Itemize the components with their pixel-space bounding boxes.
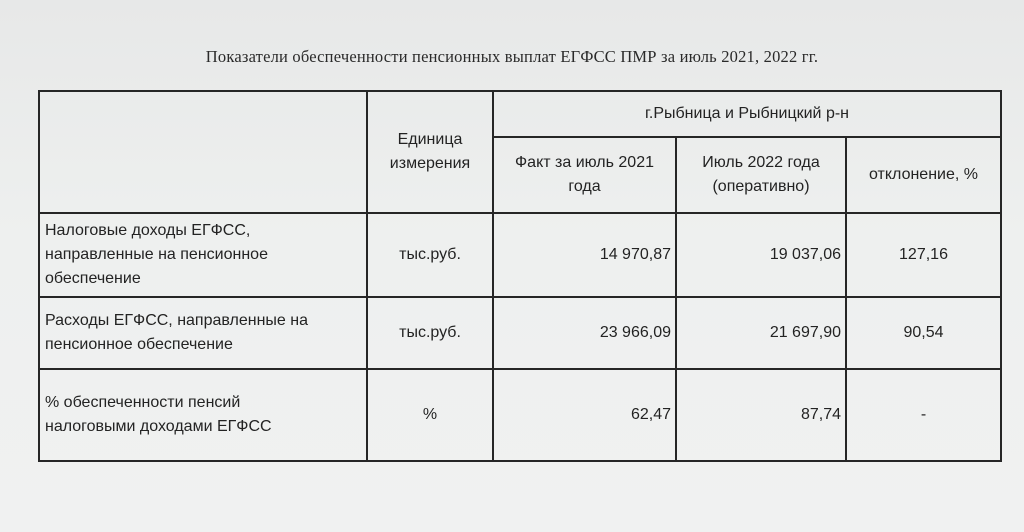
header-deviation: отклонение, % (846, 137, 1001, 213)
row-july-2022: 87,74 (676, 369, 846, 461)
pension-coverage-table (38, 90, 1002, 462)
row-unit: тыс.руб. (367, 213, 493, 297)
table-row (39, 297, 1001, 369)
row-name: Расходы ЕГФСС, направленные на пенсионное обеспечение (39, 297, 367, 369)
header-july-2022: Июль 2022 года (оперативно) (676, 137, 846, 213)
document-title: Показатели обеспеченности пенсионных выплат ЕГФСС ПМР за июль 2021, 2022 гг. (205, 47, 819, 66)
header-unit: Единица измерения (367, 91, 493, 213)
header-empty-cell (39, 91, 367, 213)
row-name: % обеспеченности пенсий налоговыми доходами ЕГФСС (39, 369, 367, 461)
row-july-2022: 19 037,06 (676, 213, 846, 297)
row-fact-2021: 14 970,87 (493, 213, 676, 297)
table-row (39, 369, 1001, 461)
row-deviation: 127,16 (846, 213, 1001, 297)
row-deviation: 90,54 (846, 297, 1001, 369)
row-unit: % (367, 369, 493, 461)
row-fact-2021: 62,47 (493, 369, 676, 461)
row-unit: тыс.руб. (367, 297, 493, 369)
table-row (39, 213, 1001, 297)
header-region: г.Рыбница и Рыбницкий р-н (493, 91, 1001, 137)
row-july-2022: 21 697,90 (676, 297, 846, 369)
row-name: Налоговые доходы ЕГФСС, направленные на пенсионное обеспечение (39, 213, 367, 297)
row-deviation: - (846, 369, 1001, 461)
header-fact-2021: Факт за июль 2021 года (493, 137, 676, 213)
row-fact-2021: 23 966,09 (493, 297, 676, 369)
